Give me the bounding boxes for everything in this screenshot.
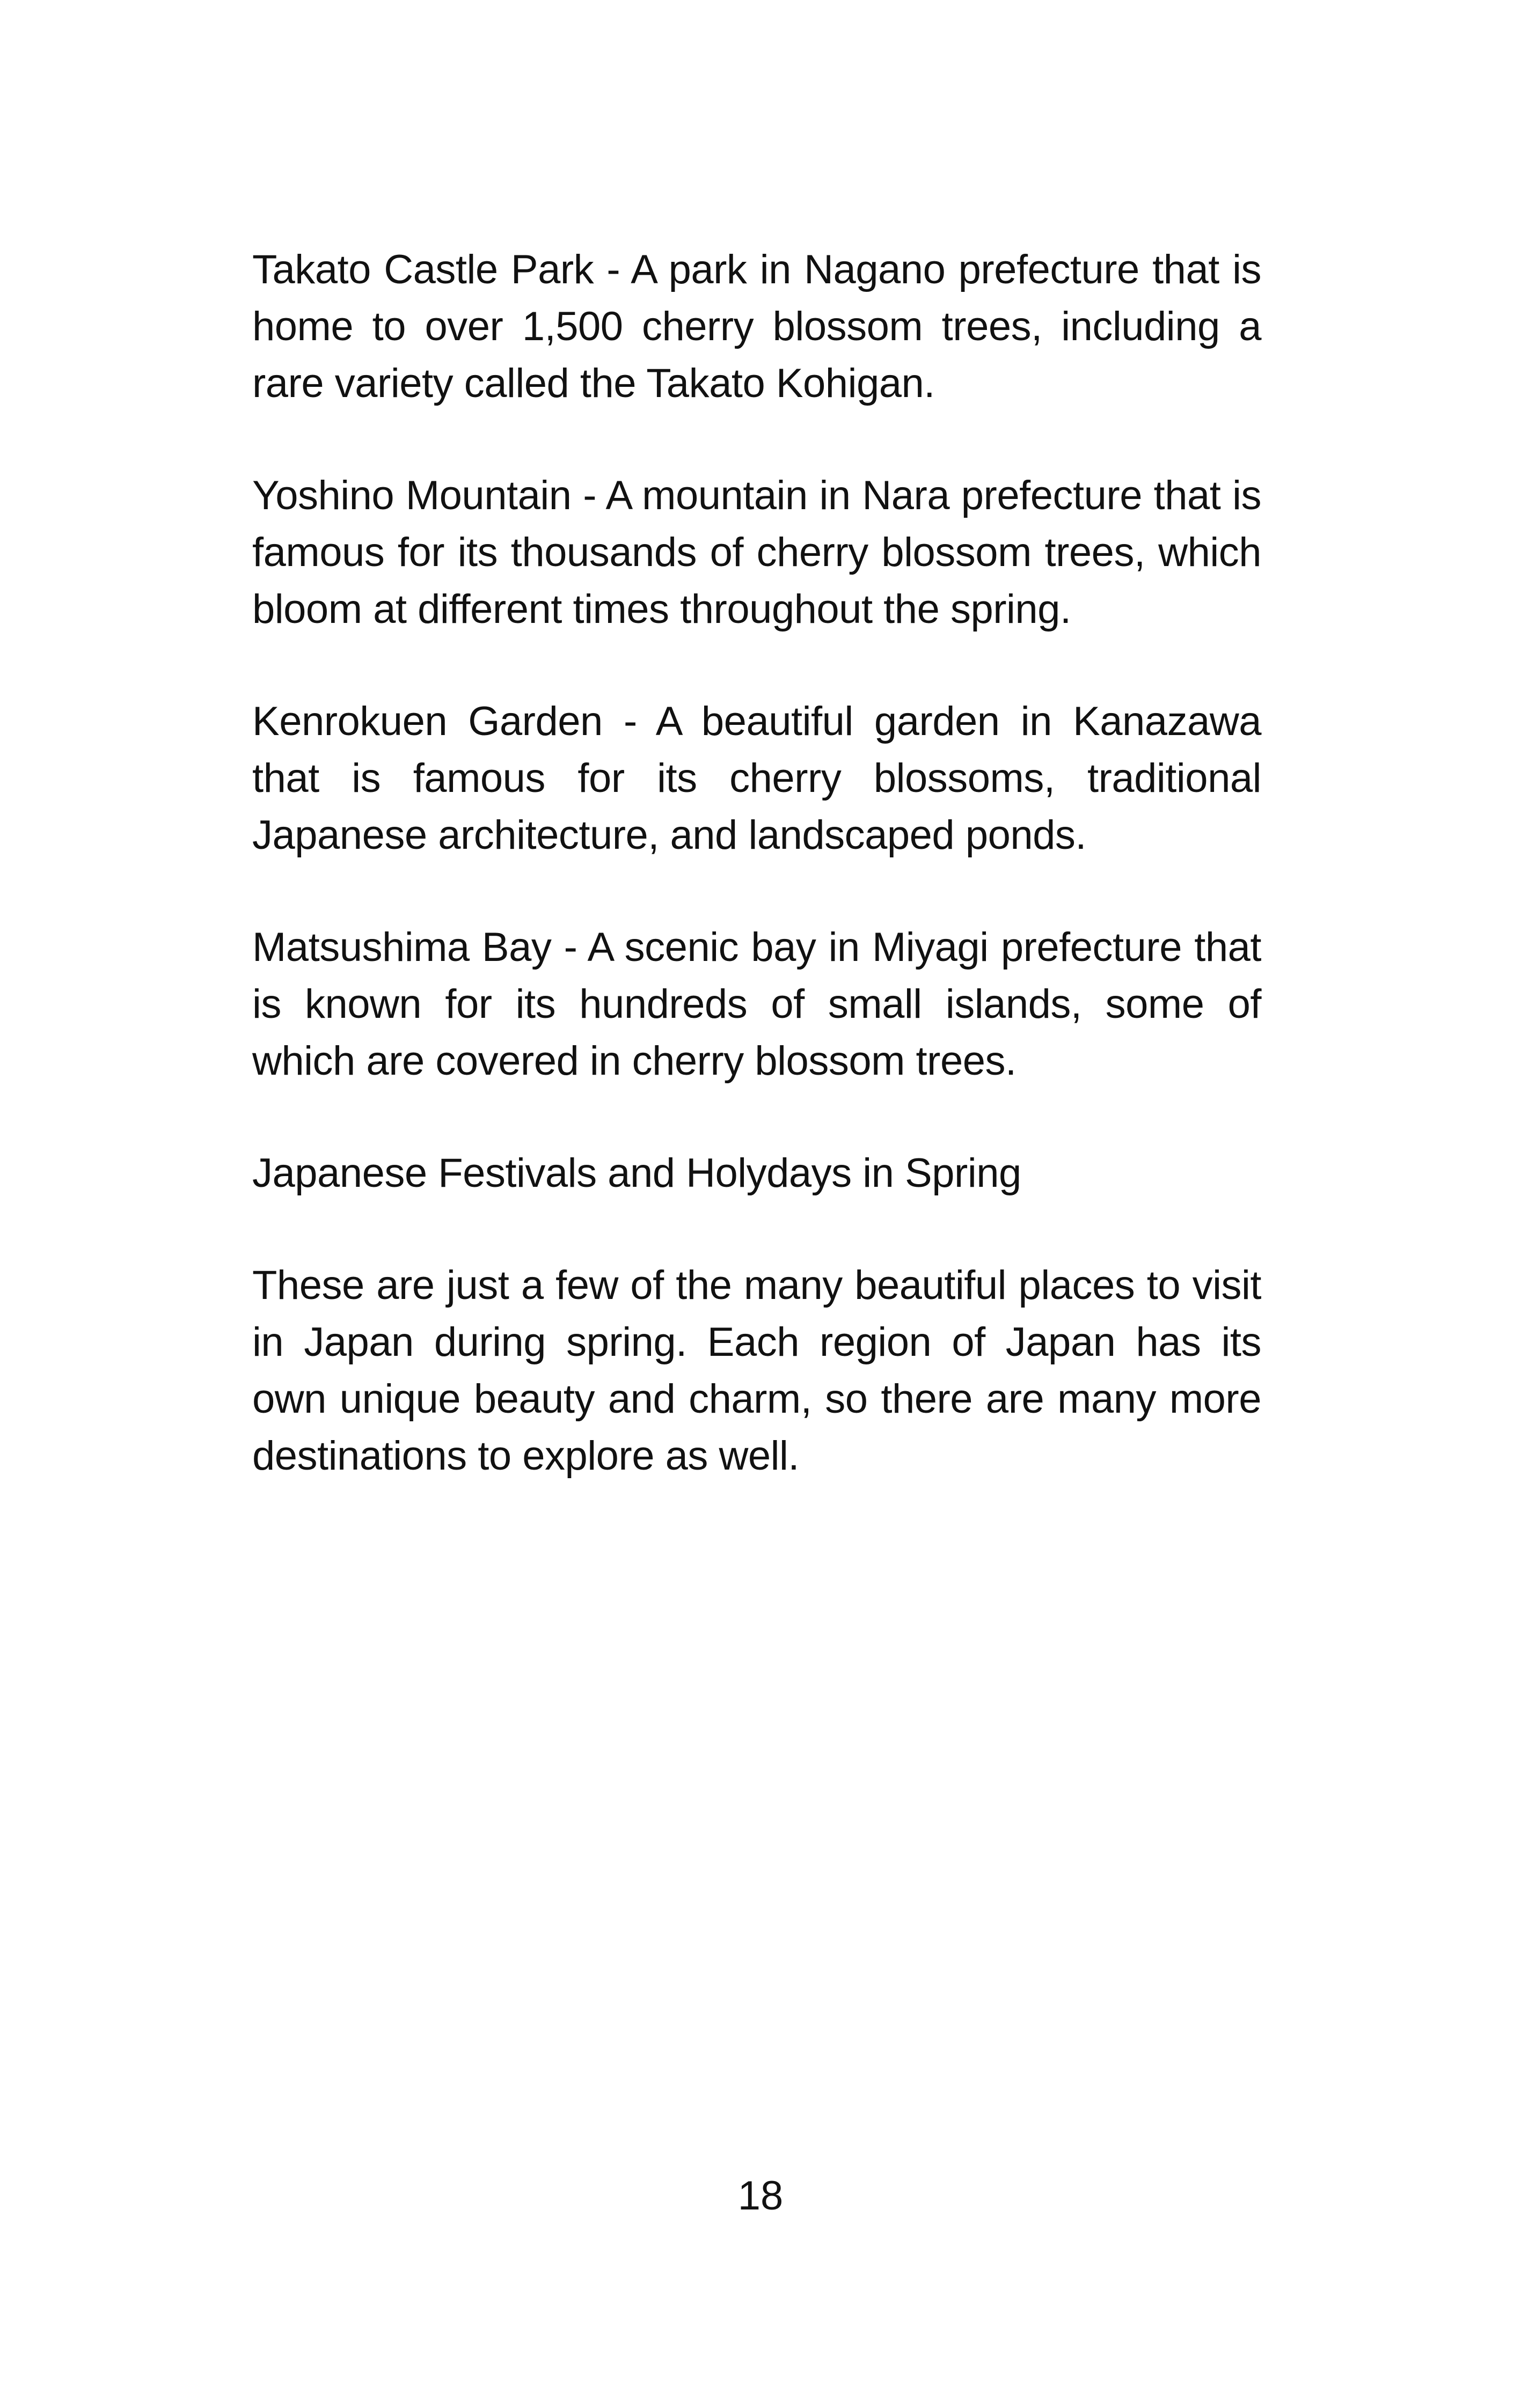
paragraph-kenrokuen-garden: Kenrokuen Garden - A beautiful garden in Kanazawa that is famous for its cherry blossoms, traditional Japanese architecture, and landscaped ponds. — [252, 699, 1261, 858]
paragraph-matsushima-bay: Matsushima Bay - A scenic bay in Miyagi prefecture that is known for its hundreds of small islands, some of which are covered in cherry blossom trees. — [252, 924, 1261, 1084]
body-text — [252, 241, 1261, 1540]
paragraph-conclusion: These are just a few of the many beautiful places to visit in Japan during spring. Each region of Japan has its own unique beauty and charm, so there are many more destinations to explore as well. — [252, 1262, 1261, 1479]
paragraph-takato-castle-park: Takato Castle Park - A park in Nagano prefecture that is home to over 1,500 cherry blossom trees, including a rare variety called the Takato Kohigan. — [252, 247, 1261, 406]
paragraph-yoshino-mountain: Yoshino Mountain - A mountain in Nara prefecture that is famous for its thousands of cherry blossom trees, which bloom at different times throughout the spring. — [252, 473, 1261, 632]
page-number: 18 — [737, 2173, 784, 2219]
section-heading: Japanese Festivals and Holydays in Spring — [252, 1150, 1021, 1196]
